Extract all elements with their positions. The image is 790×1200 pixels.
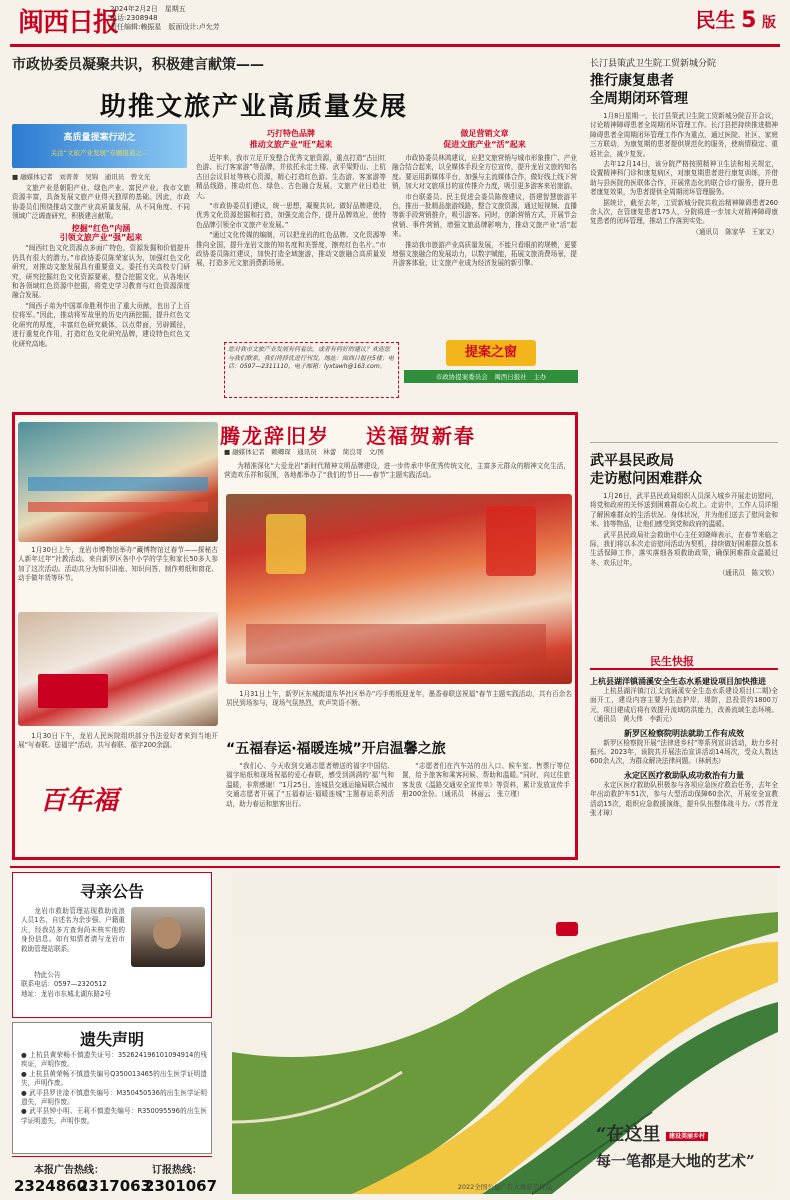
news-1-title: 上杭县湖洋镇涌溪安全生态水系建设项目加快推进 xyxy=(590,677,766,686)
lost-list xyxy=(21,1051,207,1151)
missing-notice xyxy=(12,872,212,1018)
poster-footer: 2022全国公益广告大赛获奖作品 xyxy=(457,1183,553,1191)
stamp-title: 提案之窗 xyxy=(446,340,536,366)
col2-para-3: “通过文化传媒的编制，可以把龙岩的红色品牌、文化资源等推向全国，提升龙岩文旅的知名度和美誉度，擦亮红色名片。”市政协委员陈红建议，加快打造全域旅游，推动文旅融合高质量发展，打造多元文旅消费新场景。 xyxy=(196,231,386,268)
stamp-sub: 市政协提案委员会 闽西日报社 主办 xyxy=(404,370,578,383)
col2-para-1: 近年来，我市立足开发整合优秀文旅资源，重点打造“古田红色游、长汀客家游”等品牌，并依托永定土楼、武平梁野山、上杭古田会议旧址等核心资源，精心打造红色游、生态游、客家游等精品线路，推动红色、绿色、古色融合发展，文旅产业日趋壮大。 xyxy=(196,154,386,200)
proposal-stamp xyxy=(404,340,578,400)
spring-byline: ■ 融媒体记者 赖卿琛 通讯员 林蕾 简良哥 文/图 xyxy=(224,448,384,456)
masthead-rule xyxy=(10,44,780,47)
spring-intro: 为精准深化“大爱龙岩”新时代精神文明品牌建设，进一步传承中华优秀传统文化，主富多元群众的精神文化生活，营造欢乐祥和氛围，各地都举办了“我们的节日——春节”主题实践活动。 xyxy=(224,462,570,480)
col3-para-1: 市政协委员林鸿建议，应把文旅营销与城市形象推广、产业融合结合起来，以全媒体手段全方位宣传，提升龙岩文旅的知名度。要运用新媒体平台，加强与主流媒体合作，做好线上线下营销，加大对文旅项目的宣传推介力度，吸引更多游客来岩旅游。 xyxy=(392,154,577,191)
news-1-body: 上杭县湖洋镇汀江支流涌溪安全生态水系建设项目(二期)全面开工，建设内容主要为生态护岸、堤防，总投资约1800万元，项目建成后将有效提升流域防洪能力，改善流域生态环境。（通讯员 黄大伟 李新元） xyxy=(590,687,778,724)
lead-title: 助推文旅产业高质量发展 xyxy=(100,92,409,122)
lead-byline: ■ 融媒体记者 刘菁菁 吴锦 通讯员 曾文光 xyxy=(12,173,151,181)
slogan-tag: 建设美丽乡村 xyxy=(666,1132,708,1141)
lead-column-2 xyxy=(196,154,386,329)
poster-slogan xyxy=(596,1120,766,1171)
right-divider xyxy=(590,442,778,443)
missing-phone: 联系电话：0597—2320512 xyxy=(21,980,107,989)
photo-papercut-event xyxy=(226,494,572,684)
news-3-title: 永定区医疗救助队成功救治有力量 xyxy=(624,770,744,780)
col2-head xyxy=(196,128,386,150)
ad-hotlines xyxy=(12,1156,218,1196)
lead-para-1: “闽西红色文化资源点多面广特色，资源发掘和价值提升仍具有很大的潜力。”市政协委员陈荣家认为，加强红色文化研究，对推动文旅发展具有重要意义。委托有关高校专门研究，研究挖掘红色文化资源要素，整合挖掘文化，从各地区和各领域红色资源中挖掘，将党史学习教育与红色资源深度融合发展。 xyxy=(12,244,190,300)
missing-title: 寻亲公告 xyxy=(79,882,144,901)
spring-title-a: 腾龙辞旧岁 xyxy=(220,424,330,448)
news-2-body: 新罗区检察院开展“法律进乡村”等系列宣讲活动，助力乡村振兴。2023年，该院共开展法治宣讲活动14场次，受众人数达600余人次，为群众解决法律问题。（林炳杰） xyxy=(590,738,778,766)
lead-column-3 xyxy=(392,154,577,334)
subscription-number: 2301067 xyxy=(144,1177,218,1195)
section-label xyxy=(696,4,776,33)
missing-address: 地址：龙岩市东城北湖东路2号 xyxy=(21,989,111,998)
right-body-4: 1月26日，武平县民政局组织人员深入城乡开展走访慰问，将党和政府的关怀送到困难群众心坎上。走访中，工作人员详细了解困难群众的生活状况、身体状况，并为他们送去了慰问金和米、油等物品，让他们感受到党和政府的温暖。 xyxy=(590,492,778,529)
col2-title-2: 推动文旅产业“旺”起来 xyxy=(249,140,333,149)
subscription-label: 订报热线： xyxy=(152,1165,202,1176)
missing-person-photo xyxy=(131,907,205,967)
col2-para-2: “市政协委员们建议，统一思想，凝聚共识。做好品牌建设，优秀文化资源挖掘和打造，加强交流合作，提升品牌效应，使特色品牌引领全市文旅产业发展。” xyxy=(196,202,386,229)
page-unit: 版 xyxy=(762,15,776,31)
newspaper-logo: 闽西日报 xyxy=(18,8,119,38)
right-title-2: 全周期闭环管理 xyxy=(590,91,688,107)
slogan-line-2: 每一笔都是大地的艺术” xyxy=(596,1152,755,1170)
bottom-rule xyxy=(10,866,780,868)
col3-head xyxy=(392,128,577,150)
right-credit-1: （通讯员 陈家华 王家文） xyxy=(692,227,778,236)
right-article-2 xyxy=(590,492,778,642)
lost-item: ● 武平县罗世淦不慎遗失编号：M350450536的出生医学证明遗失，声明作废。 xyxy=(21,1088,207,1107)
photo-museum-kids xyxy=(18,422,218,542)
lost-item: ● 上杭县黄荣畅不慎遗失证号：352624196101094914的残疾证，声明作废。 xyxy=(21,1051,207,1069)
flash-header xyxy=(590,652,778,670)
masthead-info xyxy=(110,5,220,32)
page-number: 5 xyxy=(741,8,757,33)
lost-item: ● 上杭县黄荣畅不慎遗失编号Q350013465的出生医学证明遗失，声明作废。 xyxy=(21,1069,207,1088)
date-line: 2024年2月2日 星期五 xyxy=(110,5,186,13)
right-body-3: 据统计，截至去年，工贸新城分院共收治精神障碍患者260余人次，在管康复患者175人，分院将进一步加大对精神障碍康复患者的闭环管理，推动工作落到实处。 xyxy=(590,198,778,226)
lead-column-1 xyxy=(12,184,190,348)
lead-banner xyxy=(12,124,187,168)
right-body-2: 去年12月14日，该分院严格按照精神卫生法和相关规定，设置精神科门诊和康复病区，对康复期患者进行康复训练，并借助与县医院的医联体合作，开展常态化的联合诊疗服务，提升患者康复效果，为患者提供全周期闭环管理服务。 xyxy=(590,160,778,197)
right-body-5: 武平县民政局社会救助中心主任刘晓峰表示，在春节来临之际，我们将以本次走访慰问活动为契机，持续做好困难群众基本生活保障工作，落实落细各项救助政策，确保困难群众温暖过冬、欢乐过年。 xyxy=(590,530,778,567)
col2-title-1: 巧打特色品牌 xyxy=(267,129,315,138)
right-title-1: 推行康复患者 xyxy=(590,73,674,89)
missing-body: 龙岩市救助管理站现救助流浪人员1名，自述名为余步强、户籍重庆，经我站多方查询尚未核实他的身份信息。如有知情者请与龙岩市救助管理站联系。 xyxy=(21,907,125,953)
right-title xyxy=(590,72,688,108)
col3-para-3: 推动我市旅游产业高质量发展，不能只看眼前的规模，更要增强文旅融合的发展动力，以数字赋能，拓展文旅消费场景，提升游客体验，让文旅产业成为经济发展的新引擎。 xyxy=(392,240,577,268)
fortune-logo-text: 百年福 xyxy=(40,786,119,816)
lost-title: 遗失声明 xyxy=(79,1030,144,1049)
col3-title-1: 做足营销文章 xyxy=(460,129,509,138)
lead-para-2: “闽西子弟为中国革命胜利作出了重大贡献，也出了上百位将军。”因此，推动将军故里的历史内涵挖掘，提升红色文化研究的厚度，丰富红色研究载体，以点带面，另辟蹊径，进行重复化作用，打造红色文化研究品牌，建设特色红色文化研究高地。 xyxy=(12,301,190,348)
right-kicker: 长汀县策武卫生院工贸新城分院 xyxy=(590,59,717,69)
spring-title xyxy=(220,420,476,449)
section-name: 民生 xyxy=(695,8,736,32)
news-2-title: 新罗区检察院明法就助工作有成效 xyxy=(624,728,744,738)
lost-notice xyxy=(12,1022,212,1154)
caption-papercut: 1月31日上午，新罗区东城街道东华社区举办“巧手剪纸迎龙年，墨香春联送祝福”春节主题实践活动，共有百余名居民到场参与，现场气氛热烈，欢声笑语不断。 xyxy=(226,690,572,708)
right-credit-2: （通讯员 陈文钦） xyxy=(718,569,778,578)
notice-box: 您对我市文旅产业发展有何看法，或者有何好的建议？欢迎您与我们联系，我们将择优进行刊发。地址：闽西日报社5楼；电话：0597—2311110，电子邮箱：lyxtawh@163.com。 xyxy=(224,342,399,398)
spring-sub-col-1: “我们心、今天收到交通志愿者赠送的福字中国结、福字贴纸和现场祝福的爱心春联，感受到满满的‘福’气和温暖，非常感谢！”1月25日，连城县交通运输局联合城市交通志愿者开展了“五福春运·福暖连城”主题春运系列活动，助力春运和旅客出行。 xyxy=(226,762,394,808)
tractor-icon xyxy=(556,922,578,936)
right-title-2-block xyxy=(590,452,702,488)
ad-hotline-2: 2317063 xyxy=(78,1177,152,1195)
banner-main: 高质量提案行动之 xyxy=(63,133,136,143)
banner-sub: 关注“文旅产业发展”专题报道之二 xyxy=(50,149,149,157)
editor-line: 责任编辑:赖振星 版面设计:卢允芳 xyxy=(110,23,220,31)
psa-poster xyxy=(232,872,778,1194)
ad-hotline-1: 2324860 xyxy=(14,1177,88,1195)
ad-hotline-label: 本报广告热线： xyxy=(34,1165,104,1176)
flash-news-list xyxy=(590,676,785,856)
caption-museum: 1月30日上午，龙岩市博物馆举办“藏博物馆过春节——探秘古人新年过年”社教活动。来自新罗区各中小学的学生和家长50多人参加了这次活动。活动共分为知识讲座、知识问答、制作剪纸和窗花、动手做年货等环节。 xyxy=(18,546,218,583)
news-3-body: 永定区医疗救助队积极参与各项应急医疗救治任务，去年全年出动救护车51次，参与大型活动保障60余次，开展安全宣教活动15次，组织应急救援演练，提升队伍整体战斗力。（苏青龙 张才璋） xyxy=(590,780,785,818)
flash-title: 民生快报 xyxy=(650,655,694,668)
caption-calligraphy: 1月30日下午，龙岩人民医院组织部分书法爱好者来到当地开展“写春联、送福字”活动，共写春联、福字200余副。 xyxy=(18,732,218,750)
right-body-1: 1月8日星期一，长汀县策武卫生院工贸新城分院召开会议，讨论精神障碍患者全周期闭环管理工作。长汀县把持续推进精神障碍患者全周期闭环管理工作作为重点，通过医院、社区、家庭三方联动，为康复期的患者提供规范化的服务，使病情稳定、重返社会，减少复发。 xyxy=(590,112,778,158)
right-t2-2: 走访慰问困难群众 xyxy=(590,471,702,487)
lead-kicker: 市政协委员凝聚共识，积极建言献策—— xyxy=(12,57,264,73)
spring-title-b: 送福贺新春 xyxy=(365,424,476,448)
subhead-1b: 引领文旅产业“强”起来 xyxy=(59,233,143,243)
missing-sign: 特此公告 xyxy=(34,971,61,979)
subhead-1a: 挖掘“红色”内涵 xyxy=(71,223,131,233)
fortune-logo xyxy=(40,780,190,840)
missing-contact xyxy=(21,971,207,1015)
col3-title-2: 促进文旅产业“活”起来 xyxy=(443,140,526,149)
right-t2-1: 武平县民政局 xyxy=(590,453,674,469)
col3-para-2: 市台联委员、民主促进会委员陈俊建议，搭建智慧旅游平台，推出一批精品旅游线路，整合文旅资源，通过短视频、直播等新手段营销推介，吸引游客。同时，创新营销方式，开展节会营销、事件营销，增强文旅品牌影响力，推动文旅产业“活”起来。 xyxy=(392,192,577,239)
lead-intro: 文旅产业是朝阳产业、绿色产业、富民产业。我市文旅资源丰富，具备发展文旅产业得天独厚的基础。因此，市政协委员们围绕推动文旅产业高质量发展，从不同角度、不同领域广泛调查研究，积极建言献策。 xyxy=(12,184,190,221)
right-article-1 xyxy=(590,112,778,432)
spring-sub-col-2: “志愿者们在汽车站的出入口、候车室、售票厅等位置，给予旅客和乘客问候、帮助和温暖。”同时，向过往旅客发放《温路交通安全宣传单》等资料，累计发放宣传手册200余份。（通讯员 林丽云 张立瑾） xyxy=(402,762,570,799)
photo-calligraphy xyxy=(18,612,218,726)
lost-item: ● 武平县钟小明、王莉不慎遗失编号：R350095596的出生医学证明遗失，声明作废。 xyxy=(21,1107,207,1125)
spring-subtitle: “五福春运·福暖连城”开启温馨之旅 xyxy=(226,741,446,757)
phone-line: 电话:2308948 xyxy=(110,14,158,22)
slogan-line-1: “在这里 xyxy=(596,1124,661,1145)
